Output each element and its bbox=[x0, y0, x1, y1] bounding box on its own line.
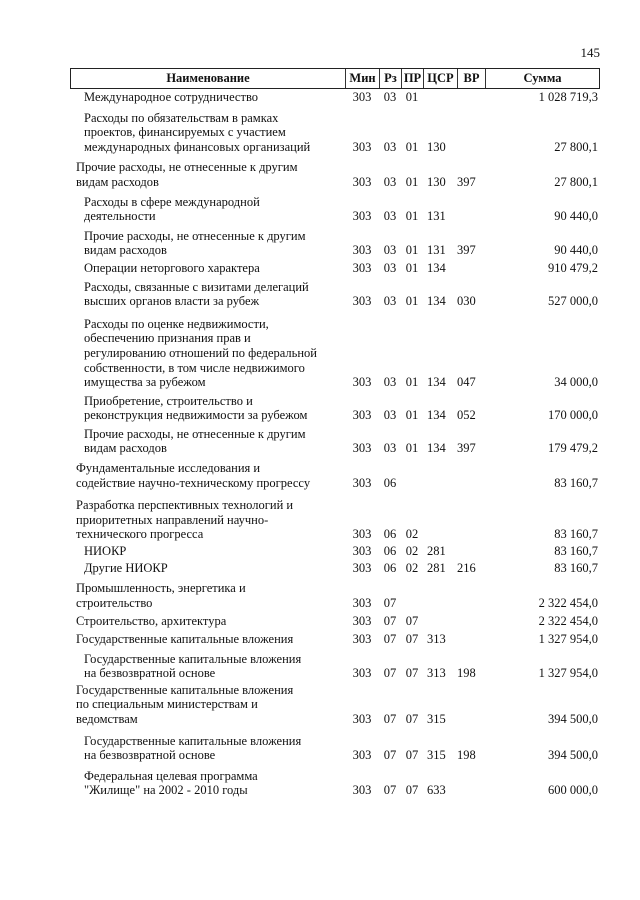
row-min: 303 bbox=[352, 475, 372, 490]
table-row bbox=[70, 683, 600, 727]
header-pr: ПР bbox=[401, 69, 423, 88]
row-rz: 07 bbox=[383, 595, 397, 610]
row-pr: 01 bbox=[405, 441, 419, 456]
row-rz: 07 bbox=[383, 614, 397, 629]
table-row bbox=[70, 261, 600, 276]
row-rz: 03 bbox=[383, 90, 397, 104]
row-min: 303 bbox=[352, 260, 372, 275]
row-rz: 06 bbox=[383, 544, 397, 559]
row-csr: 315 bbox=[427, 711, 446, 726]
row-min: 303 bbox=[352, 408, 372, 423]
row-vr: 397 bbox=[457, 441, 476, 456]
row-rz: 06 bbox=[383, 527, 397, 542]
row-sum: 90 440,0 bbox=[554, 243, 598, 258]
row-name: Расходы по обязательствам в рамках проектов, финансируемых с участием международных финансовых организаций bbox=[84, 110, 311, 154]
table-row bbox=[70, 461, 600, 490]
row-pr: 07 bbox=[405, 666, 419, 681]
row-sum: 27 800,1 bbox=[554, 174, 598, 189]
row-name: Государственные капитальные вложения на безвозвратной основе bbox=[84, 733, 302, 763]
row-name: Федеральная целевая программа "Жилище" на 2002 - 2010 годы bbox=[84, 768, 258, 798]
row-name: Операции неторгового характера bbox=[84, 260, 260, 275]
row-vr: 397 bbox=[457, 243, 476, 258]
row-rz: 07 bbox=[383, 783, 397, 798]
row-sum: 394 500,0 bbox=[548, 748, 598, 763]
row-pr: 07 bbox=[405, 632, 419, 646]
row-min: 303 bbox=[352, 527, 372, 542]
row-sum: 527 000,0 bbox=[548, 294, 598, 309]
row-csr: 130 bbox=[427, 139, 446, 154]
row-pr: 02 bbox=[405, 560, 419, 575]
row-min: 303 bbox=[352, 209, 372, 224]
row-rz: 03 bbox=[383, 441, 397, 456]
header-min: Мин bbox=[345, 69, 379, 88]
row-pr: 01 bbox=[405, 90, 419, 104]
row-name: Расходы в сфере международной деятельности bbox=[84, 194, 260, 224]
row-rz: 03 bbox=[383, 209, 397, 224]
table-row bbox=[70, 498, 600, 542]
row-csr: 134 bbox=[427, 260, 446, 275]
row-pr: 01 bbox=[405, 375, 419, 390]
row-pr: 01 bbox=[405, 174, 419, 189]
row-csr: 281 bbox=[427, 544, 446, 559]
row-min: 303 bbox=[352, 748, 372, 763]
row-sum: 27 800,1 bbox=[554, 139, 598, 154]
table-row bbox=[70, 652, 600, 681]
row-rz: 03 bbox=[383, 294, 397, 309]
row-min: 303 bbox=[352, 614, 372, 629]
header-sum: Сумма bbox=[485, 69, 600, 88]
row-csr: 281 bbox=[427, 560, 446, 575]
table-row bbox=[70, 229, 600, 258]
row-sum: 34 000,0 bbox=[554, 375, 598, 390]
table-row bbox=[70, 160, 600, 189]
row-sum: 83 160,7 bbox=[554, 560, 598, 575]
row-rz: 07 bbox=[383, 666, 397, 681]
row-min: 303 bbox=[352, 632, 372, 646]
row-vr: 052 bbox=[457, 408, 476, 423]
table-row bbox=[70, 280, 600, 309]
row-min: 303 bbox=[352, 783, 372, 798]
row-name: Разработка перспективных технологий и приоритетных направлений научно- технического прогресса bbox=[76, 498, 294, 542]
table-row bbox=[70, 90, 600, 105]
row-csr: 134 bbox=[427, 441, 446, 456]
row-min: 303 bbox=[352, 243, 372, 258]
row-vr: 397 bbox=[457, 174, 476, 189]
row-vr: 198 bbox=[457, 748, 476, 763]
row-sum: 179 479,2 bbox=[548, 441, 598, 456]
header-csr: ЦСР bbox=[423, 69, 457, 88]
table-row bbox=[70, 111, 600, 155]
row-name: Фундаментальные исследования и содействие научно-техническому прогрессу bbox=[76, 461, 311, 490]
row-pr: 01 bbox=[405, 260, 419, 275]
row-name: Прочие расходы, не отнесенные к другим видам расходов bbox=[84, 228, 306, 258]
row-sum: 83 160,7 bbox=[554, 527, 598, 542]
row-sum: 2 322 454,0 bbox=[538, 614, 598, 629]
row-name: Приобретение, строительство и реконструкция недвижимости за рубежом bbox=[84, 393, 308, 423]
table-row bbox=[70, 614, 600, 629]
table-body bbox=[70, 90, 600, 798]
row-sum: 1 028 719,3 bbox=[538, 90, 598, 104]
row-pr: 07 bbox=[405, 711, 419, 726]
row-sum: 83 160,7 bbox=[554, 475, 598, 490]
row-csr: 131 bbox=[427, 209, 446, 224]
row-pr: 02 bbox=[405, 527, 419, 542]
table-row bbox=[70, 734, 600, 763]
row-min: 303 bbox=[352, 560, 372, 575]
table-row bbox=[70, 427, 600, 456]
row-csr: 633 bbox=[427, 783, 446, 798]
row-min: 303 bbox=[352, 294, 372, 309]
row-pr: 01 bbox=[405, 209, 419, 224]
row-pr: 01 bbox=[405, 408, 419, 423]
row-csr: 313 bbox=[427, 666, 446, 681]
table-row bbox=[70, 632, 600, 647]
row-min: 303 bbox=[352, 139, 372, 154]
table-row bbox=[70, 317, 600, 390]
row-rz: 03 bbox=[383, 408, 397, 423]
row-name: Расходы, связанные с визитами делегаций высших органов власти за рубеж bbox=[84, 279, 309, 309]
row-min: 303 bbox=[352, 711, 372, 726]
row-vr: 047 bbox=[457, 375, 476, 390]
row-name: Прочие расходы, не отнесенные к другим видам расходов bbox=[76, 160, 298, 189]
row-pr: 01 bbox=[405, 139, 419, 154]
page-number: 145 bbox=[580, 45, 600, 60]
row-pr: 07 bbox=[405, 783, 419, 798]
row-pr: 07 bbox=[405, 748, 419, 763]
row-min: 303 bbox=[352, 375, 372, 390]
row-sum: 910 479,2 bbox=[548, 260, 598, 275]
row-min: 303 bbox=[352, 595, 372, 610]
row-sum: 83 160,7 bbox=[554, 544, 598, 559]
row-name: Строительство, архитектура bbox=[76, 614, 227, 629]
row-rz: 06 bbox=[383, 560, 397, 575]
row-vr: 198 bbox=[457, 666, 476, 681]
row-name: Расходы по оценке недвижимости, обеспечению признания прав и регулированию отношений по федеральной собственности, в том числе недвижимого имущества за рубежом bbox=[84, 316, 317, 390]
header-rz: Рз bbox=[379, 69, 401, 88]
row-min: 303 bbox=[352, 666, 372, 681]
header-vr: ВР bbox=[457, 69, 485, 88]
row-vr: 216 bbox=[457, 560, 476, 575]
row-csr: 134 bbox=[427, 408, 446, 423]
row-name: Другие НИОКР bbox=[84, 560, 168, 575]
row-name: Государственные капитальные вложения на безвозвратной основе bbox=[84, 651, 302, 681]
row-csr: 130 bbox=[427, 174, 446, 189]
row-name: Прочие расходы, не отнесенные к другим видам расходов bbox=[84, 426, 306, 456]
row-rz: 06 bbox=[383, 475, 397, 490]
row-sum: 2 322 454,0 bbox=[538, 595, 598, 610]
row-csr: 134 bbox=[427, 294, 446, 309]
row-min: 303 bbox=[352, 441, 372, 456]
row-sum: 394 500,0 bbox=[548, 711, 598, 726]
budget-table bbox=[70, 68, 600, 798]
table-row bbox=[70, 581, 600, 610]
row-pr: 02 bbox=[405, 544, 419, 559]
row-sum: 1 327 954,0 bbox=[538, 666, 598, 681]
table-row bbox=[70, 561, 600, 576]
row-sum: 600 000,0 bbox=[548, 783, 598, 798]
row-rz: 07 bbox=[383, 711, 397, 726]
row-rz: 03 bbox=[383, 243, 397, 258]
table-row bbox=[70, 544, 600, 559]
table-row bbox=[70, 195, 600, 224]
row-csr: 134 bbox=[427, 375, 446, 390]
row-pr: 07 bbox=[405, 614, 419, 629]
row-rz: 07 bbox=[383, 632, 397, 646]
row-name: Международное сотрудничество bbox=[84, 90, 259, 104]
row-rz: 03 bbox=[383, 260, 397, 275]
row-min: 303 bbox=[352, 174, 372, 189]
row-name: Промышленность, энергетика и строительство bbox=[76, 581, 246, 610]
row-vr: 030 bbox=[457, 294, 476, 309]
table-row bbox=[70, 394, 600, 423]
row-rz: 03 bbox=[383, 139, 397, 154]
row-sum: 90 440,0 bbox=[554, 209, 598, 224]
row-pr: 01 bbox=[405, 243, 419, 258]
row-min: 303 bbox=[352, 544, 372, 559]
row-rz: 07 bbox=[383, 748, 397, 763]
row-rz: 03 bbox=[383, 174, 397, 189]
row-name: Государственные капитальные вложения по специальным министерствам и ведомствам bbox=[76, 682, 294, 726]
row-rz: 03 bbox=[383, 375, 397, 390]
table-row bbox=[70, 769, 600, 798]
header-name: Наименование bbox=[70, 69, 345, 88]
row-min: 303 bbox=[352, 90, 372, 104]
row-csr: 315 bbox=[427, 748, 446, 763]
table-header bbox=[70, 68, 600, 89]
row-name: НИОКР bbox=[84, 544, 127, 559]
row-sum: 170 000,0 bbox=[548, 408, 598, 423]
row-csr: 131 bbox=[427, 243, 446, 258]
row-csr: 313 bbox=[427, 632, 446, 646]
row-name: Государственные капитальные вложения bbox=[76, 632, 294, 646]
row-sum: 1 327 954,0 bbox=[538, 632, 598, 646]
row-pr: 01 bbox=[405, 294, 419, 309]
